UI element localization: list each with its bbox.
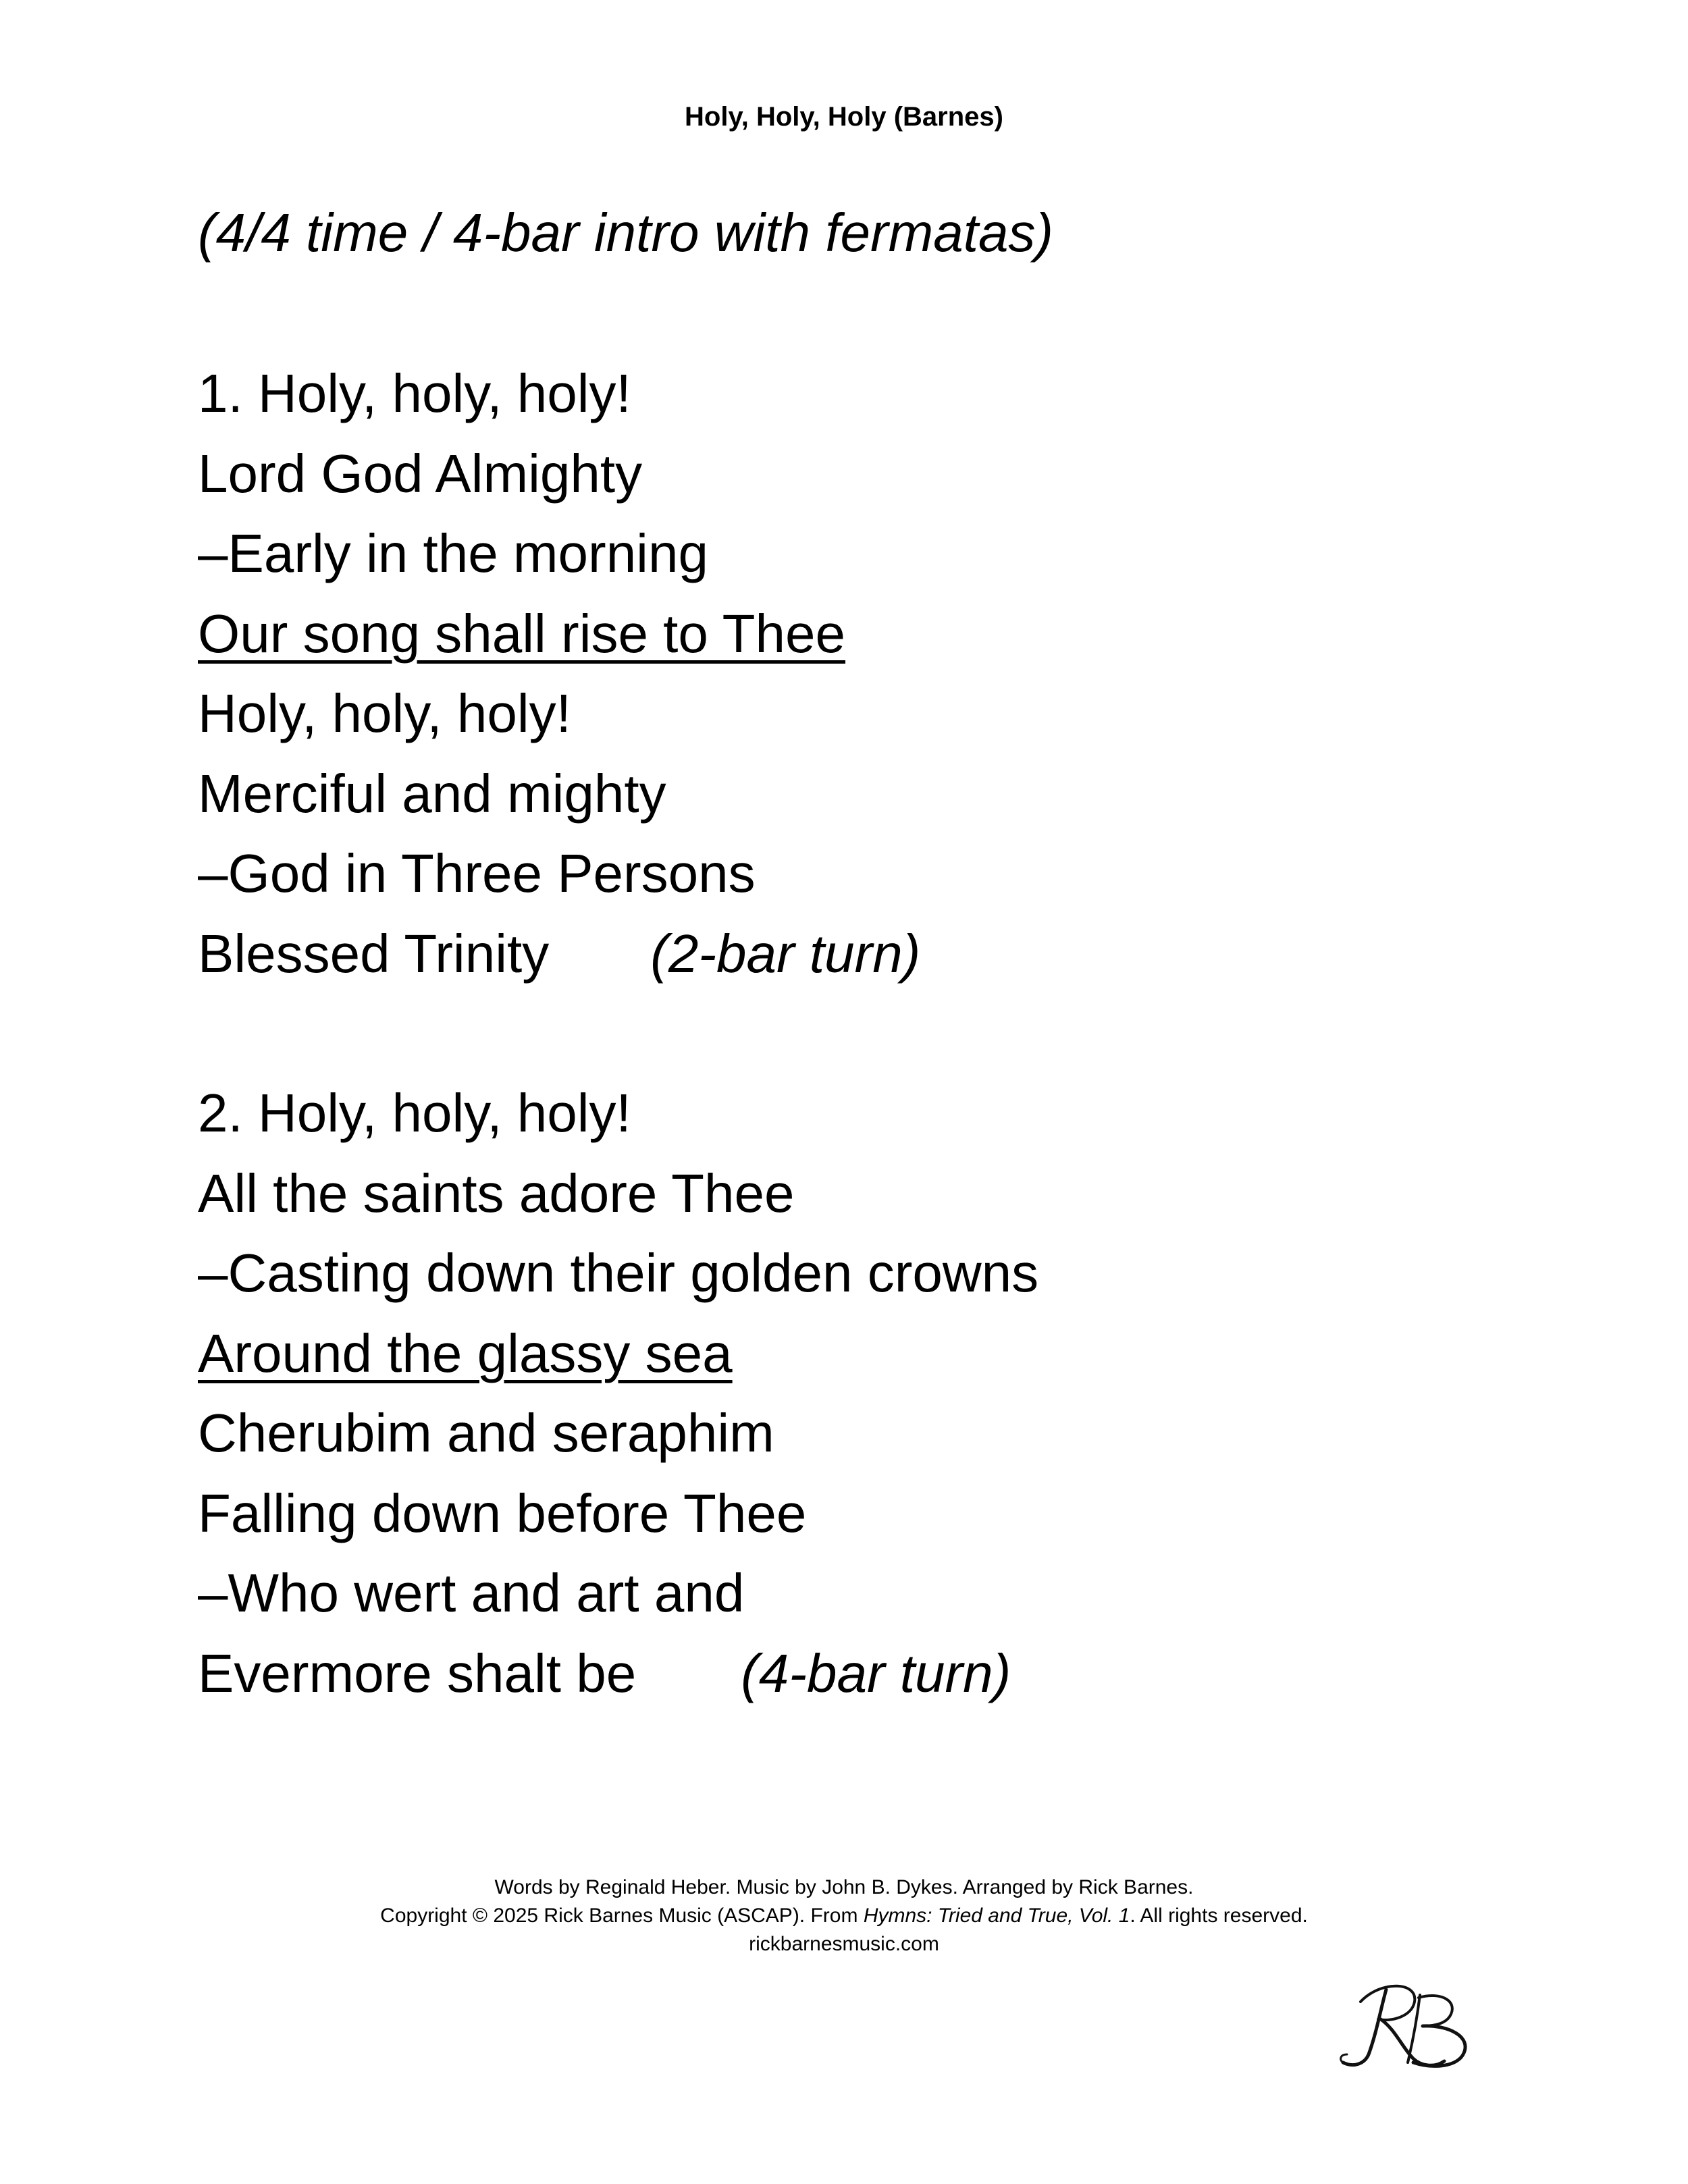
verse-1-line-3: –Early in the morning bbox=[198, 523, 708, 583]
verse-2-line-5: Cherubim and seraphim bbox=[198, 1403, 774, 1463]
footer-credits: Words by Reginald Heber. Music by John B. Dykes. Arranged by Rick Barnes. bbox=[494, 1876, 1194, 1898]
collection-title: Hymns: Tried and True, Vol. 1 bbox=[863, 1905, 1130, 1927]
verse-1-line-2: Lord God Almighty bbox=[198, 443, 643, 504]
copyright-prefix: Copyright © 2025 Rick Barnes Music (ASCAP). From bbox=[380, 1905, 864, 1927]
copyright-suffix: . All rights reserved. bbox=[1130, 1905, 1308, 1927]
verse-1-turn-note: (2-bar turn) bbox=[650, 923, 921, 984]
verse-2-line-1: 2. Holy, holy, holy! bbox=[198, 1083, 631, 1143]
verse-1-line-8: Blessed Trinity bbox=[198, 923, 550, 984]
verse-1-line-5: Holy, holy, holy! bbox=[198, 683, 571, 743]
verse-2 bbox=[198, 1073, 1038, 1713]
verse-1 bbox=[198, 354, 920, 994]
intro-note: (4/4 time / 4-bar intro with fermatas) bbox=[198, 203, 1054, 263]
footer-website: rickbarnesmusic.com bbox=[749, 1933, 939, 1955]
footer bbox=[0, 1873, 1688, 1959]
footer-copyright bbox=[0, 1902, 1688, 1930]
verse-1-line-1: 1. Holy, holy, holy! bbox=[198, 363, 631, 423]
verse-1-line-7: –God in Three Persons bbox=[198, 843, 756, 903]
verse-1-line-4: Our song shall rise to Thee bbox=[198, 603, 846, 664]
verse-2-turn-note: (4-bar turn) bbox=[741, 1643, 1011, 1703]
verse-2-line-7: –Who wert and art and bbox=[198, 1563, 745, 1623]
verse-2-line-2: All the saints adore Thee bbox=[198, 1163, 795, 1223]
verse-2-line-6: Falling down before Thee bbox=[198, 1483, 807, 1543]
verse-1-line-6: Merciful and mighty bbox=[198, 763, 666, 824]
verse-2-line-3: –Casting down their golden crowns bbox=[198, 1243, 1039, 1303]
rb-monogram-icon bbox=[1334, 1975, 1482, 2076]
page-title: Holy, Holy, Holy (Barnes) bbox=[685, 102, 1003, 132]
verse-2-line-4: Around the glassy sea bbox=[198, 1323, 733, 1383]
verse-2-line-8: Evermore shalt be bbox=[198, 1643, 637, 1703]
